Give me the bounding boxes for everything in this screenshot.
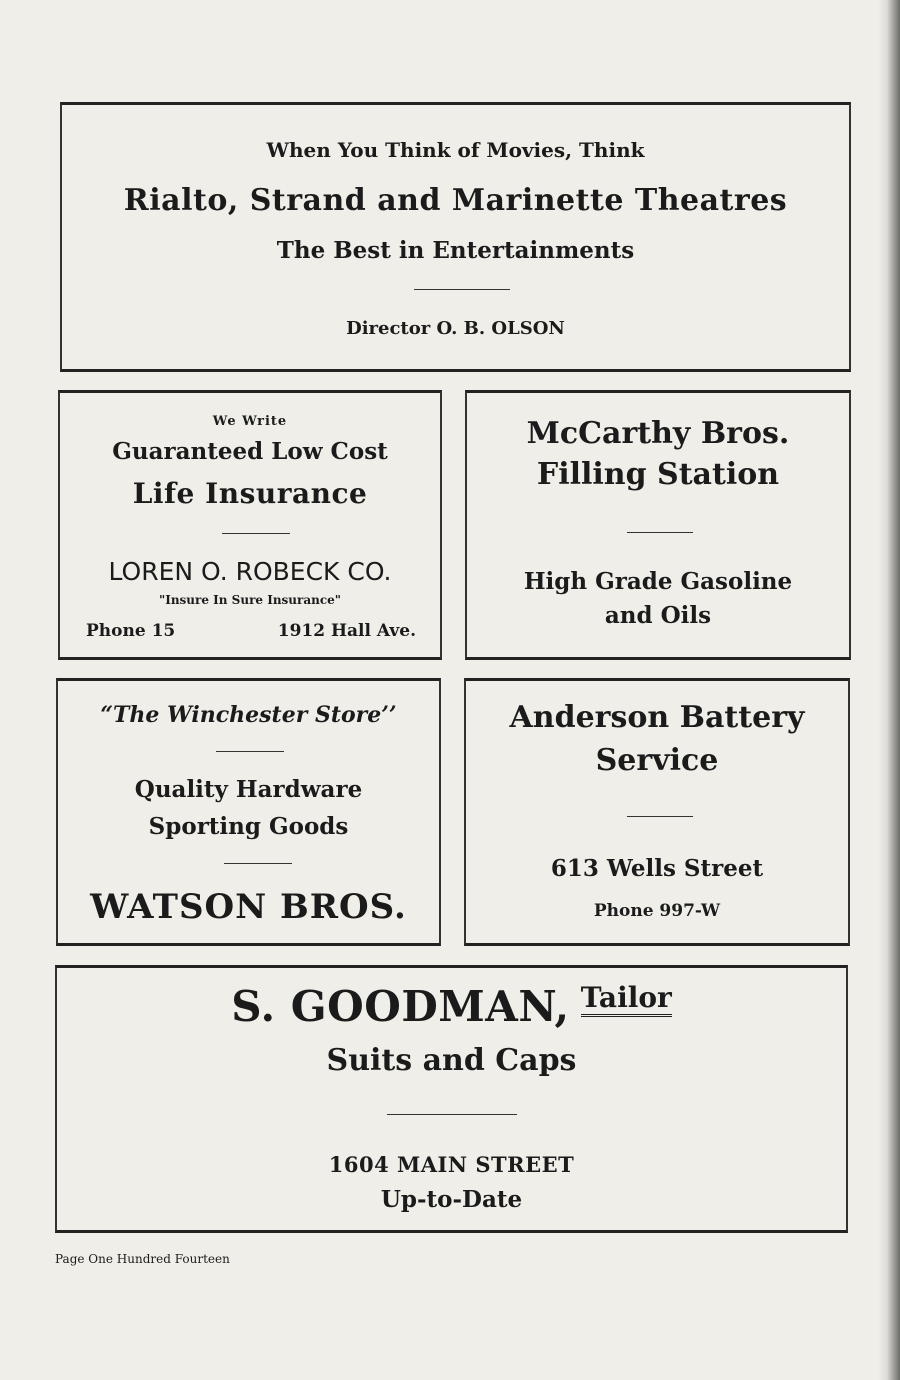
theatres-ad xyxy=(60,102,851,372)
theatres-intro: When You Think of Movies, Think xyxy=(266,138,645,162)
anderson-ad xyxy=(464,678,850,946)
insurance-intro: We Write xyxy=(212,414,288,429)
page-number: Page One Hundred Fourteen xyxy=(55,1252,230,1266)
mccarthy-product: High Grade Gasoline xyxy=(523,568,793,595)
divider xyxy=(224,863,292,864)
watson-product: Quality Hardware xyxy=(134,776,363,803)
insurance-ad xyxy=(58,390,442,660)
watson-store-nickname: “The Winchester Store’’ xyxy=(100,702,397,728)
watson-product-2: Sporting Goods xyxy=(148,813,349,840)
divider xyxy=(216,751,284,752)
book-spine-shadow xyxy=(878,0,900,1380)
goodman-ad xyxy=(55,965,848,1233)
anderson-phone: Phone 997-W xyxy=(593,901,721,921)
mccarthy-business: Filling Station xyxy=(536,457,780,492)
goodman-header xyxy=(57,982,846,1031)
mccarthy-product-2: and Oils xyxy=(604,602,712,629)
goodman-tagline: Up-to-Date xyxy=(380,1186,523,1213)
insurance-headline: Guaranteed Low Cost xyxy=(112,438,388,465)
insurance-address: 1912 Hall Ave. xyxy=(277,621,416,641)
anderson-service: Service xyxy=(595,743,719,778)
anderson-address: 613 Wells Street xyxy=(550,855,764,882)
watson-name: WATSON BROS. xyxy=(90,887,407,927)
theatres-name: Rialto, Strand and Marinette Theatres xyxy=(123,183,788,218)
insurance-company: LOREN O. ROBECK CO. xyxy=(108,557,392,586)
insurance-phone: Phone 15 xyxy=(86,621,176,641)
anderson-name: Anderson Battery xyxy=(509,700,805,735)
divider xyxy=(627,532,693,533)
divider xyxy=(387,1114,517,1115)
goodman-name: S. GOODMAN, xyxy=(231,982,570,1031)
goodman-trade: Tailor xyxy=(581,981,672,1017)
goodman-products: Suits and Caps xyxy=(326,1043,577,1078)
mccarthy-name: McCarthy Bros. xyxy=(526,416,790,451)
divider xyxy=(414,289,510,290)
watson-ad xyxy=(56,678,441,946)
goodman-address: 1604 MAIN STREET xyxy=(328,1152,575,1177)
insurance-slogan: "Insure In Sure Insurance" xyxy=(158,593,342,607)
divider xyxy=(222,533,290,534)
theatres-director: Director O. B. OLSON xyxy=(346,318,565,339)
mccarthy-ad xyxy=(465,390,851,660)
theatres-tagline: The Best in Entertainments xyxy=(276,237,635,264)
divider xyxy=(627,816,693,817)
insurance-product: Life Insurance xyxy=(132,477,368,510)
